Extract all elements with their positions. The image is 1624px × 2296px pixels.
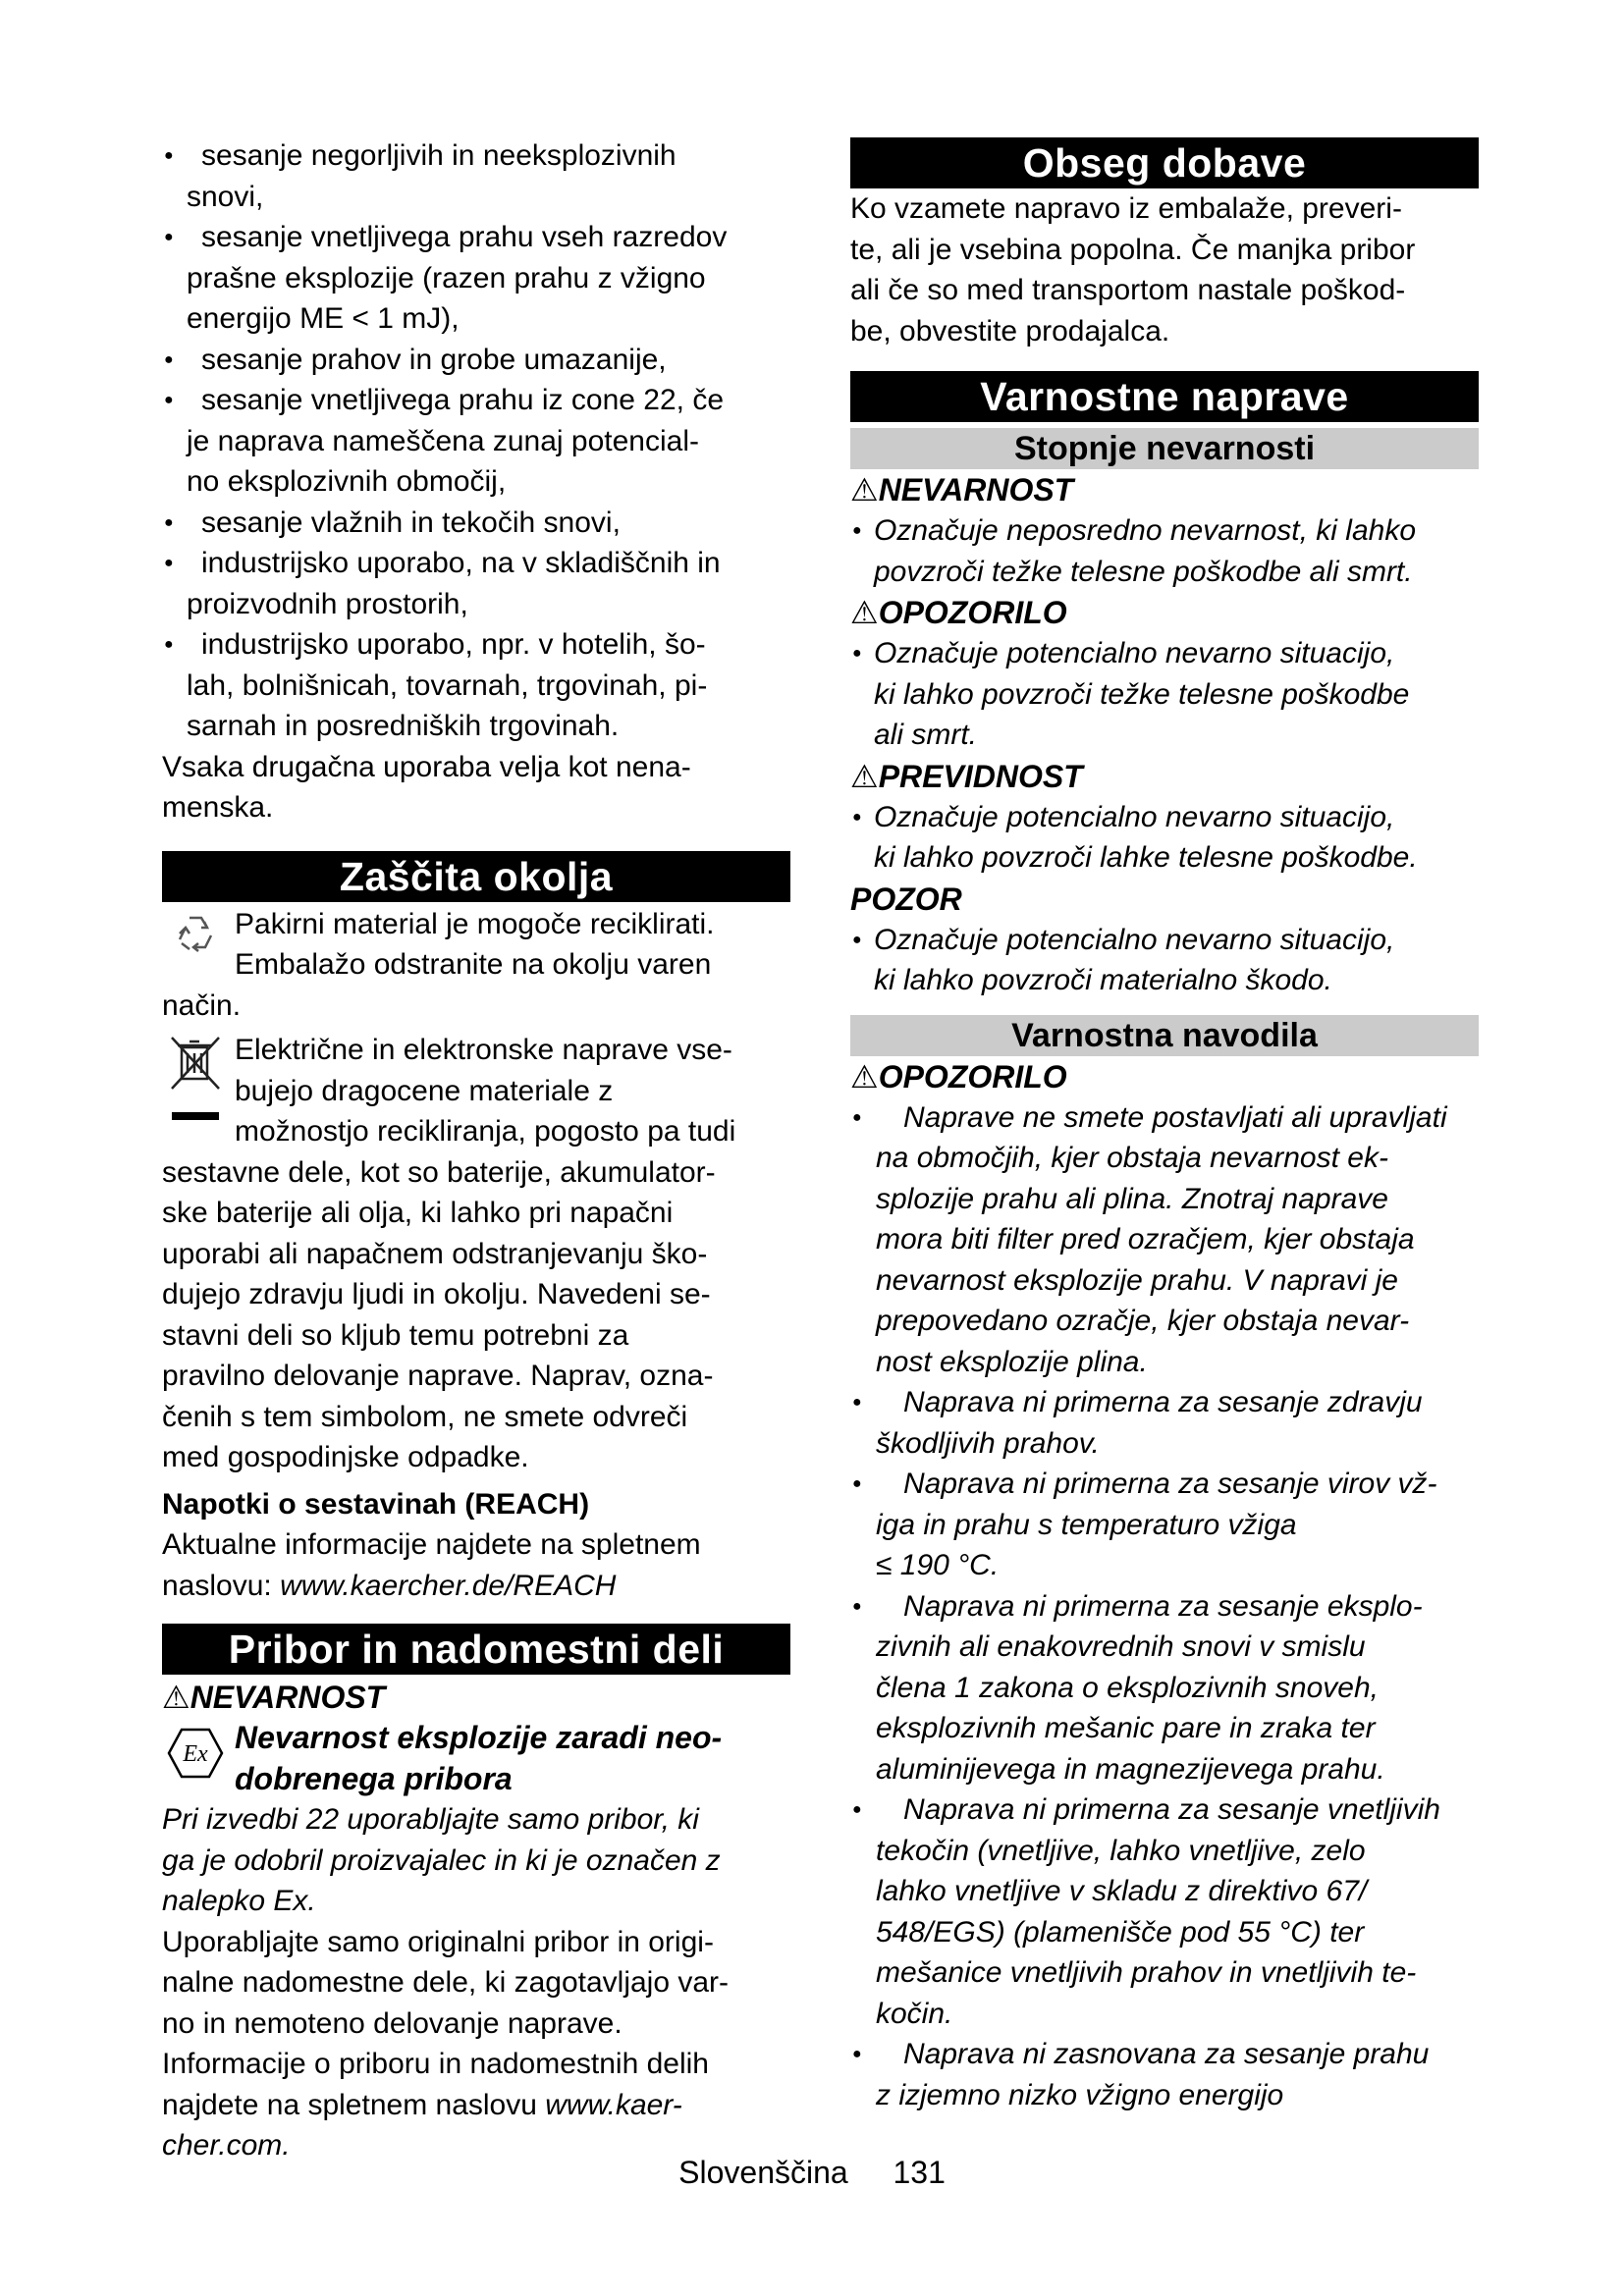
reach-link[interactable]: www.kaercher.de/REACH: [280, 1569, 617, 1602]
reach-heading: Napotki o sestavinah (REACH): [162, 1487, 590, 1521]
warning-triangle-icon: ⚠: [162, 1680, 190, 1715]
list-item: ● sesanje prahov in grobe umazanije,: [162, 340, 790, 381]
hazard-description: ● Označuje neposredno nevarnost, ki lahko povzroči težke telesne poškodbe ali smrt.: [850, 510, 1479, 592]
weee-block: Električne in elektronske naprave vse- bujejo dragocene materiale z možnostjo recikliranja, pogosto pa tudi sestavne dele, kot so baterije, akumulator- ske baterije ali olja, ki lahko pri napačni uporabi ali napačnem odstranjevanju ško- dujejo zdravju ljudi in okolju. Navedeni se- stavni deli so kljub temu potrebni za pravilno delovanje naprave. Naprav, ozna- čenih s tem simbolom, ne smete odvreči med gospodinjske odpadke.: [162, 1034, 736, 1473]
usage-closing-text: Vsaka drugačna uporaba velja kot nena- menska.: [162, 750, 691, 824]
warning-triangle-icon: ⚠: [850, 758, 879, 794]
list-item: ● industrijsko uporabo, npr. v hotelih, šo- lah, bolnišnicah, tovarnah, trgovinah, pi- sarnah in posredniških trgovinah.: [162, 624, 790, 747]
list-item: ● Naprava ni primerna za sesanje vnetljivih tekočin (vnetljive, lahko vnetljive, zelo lahko vnetljive v skladu z direktivo 67/ 548/EGS) (plamenišče pod 55 °C) ter mešanice vnetljivih prahov in vnetljivih te- kočin.: [850, 1789, 1479, 2034]
warning-label: ⚠OPOZORILO: [850, 1058, 1067, 1095]
safety-instructions-list: [850, 1097, 1479, 2116]
hazard-label: ⚠OPOZORILO: [850, 595, 1067, 630]
list-item: ● sesanje vnetljivega prahu vseh razredov prašne eksplozije (razen prahu z vžigno energijo ME < 1 mJ),: [162, 217, 790, 340]
list-item: ● sesanje negorljivih in neeksplozivnih snovi,: [162, 135, 790, 217]
hazard-label: ⚠NEVARNOST: [850, 472, 1074, 507]
hazard-levels: [850, 469, 1479, 1001]
section-heading-delivery: Obseg dobave: [850, 137, 1479, 188]
delivery-text: Ko vzamete napravo iz embalaže, preveri- te, ali je vsebina popolna. Če manjka pribor ali če so med transportom nastale poškod- be, obvestite prodajalca.: [850, 192, 1416, 347]
hazard-description: ● Označuje potencialno nevarno situacijo, ki lahko povzroči lahke telesne poškodbe.: [850, 797, 1479, 879]
list-item: ● Naprava ni primerna za sesanje eksplo- zivnih ali enakovrednih snovi v smislu člena 1 zakona o eksplozivnih snoveh, eksplozivnih mešanic pare in zraka ter aluminijevega in magnezijevega prahu.: [850, 1586, 1479, 1790]
warning-triangle-icon: ⚠: [850, 1058, 879, 1095]
section-heading-environment: Zaščita okolja: [162, 851, 790, 902]
section-heading-accessories: Pribor in nadomestni deli: [162, 1624, 790, 1675]
hazard-label: POZOR: [850, 881, 962, 917]
usage-bullet-list: [162, 135, 790, 747]
hazard-description: ● Označuje potencialno nevarno situacijo, ki lahko povzroči težke telesne poškodbe ali smrt.: [850, 633, 1479, 756]
recycle-icon: [172, 910, 219, 957]
subheading-safety-instructions: Varnostna navodila: [850, 1015, 1479, 1056]
warning-triangle-icon: ⚠: [850, 595, 879, 630]
right-column: [850, 137, 1479, 2115]
list-item: ● sesanje vnetljivega prahu iz cone 22, če je naprava nameščena zunaj potencial- no eksplozivnih območij,: [162, 380, 790, 503]
left-column: [162, 135, 790, 2166]
list-item: ● industrijsko uporabo, na v skladiščnih in proizvodnih prostorih,: [162, 543, 790, 624]
hazard-description: ● Označuje potencialno nevarno situacijo, ki lahko povzroči materialno škodo.: [850, 920, 1479, 1001]
list-item: ● sesanje vlažnih in tekočih snovi,: [162, 503, 790, 544]
ex-warning: Ex Nevarnost eksplozije zaradi neo- dobrenega pribora: [162, 1718, 790, 1799]
list-item: ● Naprava ni primerna za sesanje zdravju škodljivih prahov.: [850, 1382, 1479, 1464]
section-heading-safety: Varnostne naprave: [850, 371, 1479, 422]
danger-label: ⚠NEVARNOST: [162, 1680, 386, 1715]
list-item: ● Naprava ni zasnovana za sesanje prahu z izjemno nizko vžigno energijo: [850, 2034, 1479, 2115]
accessories-block: ⚠NEVARNOST Ex Nevarnost eksplozije zaradi neo- dobrenega pribora Pri izvedbi 22 uporabljajte samo pribor, ki ga je odobril proizvajalec in ki je označen z nalepko Ex. Uporabljajte samo originalni pribor in origi- nalne nadomestne dele, ki zagotavljajo var- no in nemoteno delovanje naprave. Informacije o priboru in nadomestnih delih najdete na spletnem naslovu www.kaer- cher.com.: [162, 1677, 790, 2166]
svg-text:Ex: Ex: [183, 1741, 208, 1767]
warning-triangle-icon: ⚠: [850, 472, 879, 507]
subheading-hazard-levels: Stopnje nevarnosti: [850, 428, 1479, 469]
kaercher-link[interactable]: www.kaer-: [545, 2088, 682, 2121]
page-footer: [0, 2153, 1624, 2192]
ex-symbol-icon: [166, 1726, 225, 1781]
recycle-block: Pakirni material je mogoče reciklirati. Embalažo odstranite na okolju varen način.: [162, 907, 715, 1022]
page-number: 131: [893, 2155, 946, 2190]
kaercher-link-cont[interactable]: cher.com.: [162, 2129, 291, 2162]
footer-language: Slovenščina: [678, 2155, 848, 2190]
hazard-label: ⚠PREVIDNOST: [850, 758, 1083, 794]
reach-block: Napotki o sestavinah (REACH) Aktualne informacije najdete na spletnem naslovu: www.kaercher.de/REACH: [162, 1484, 790, 1607]
list-item: ● Naprave ne smete postavljati ali upravljati na območjih, kjer obstaja nevarnost ek- splozije prahu ali plina. Znotraj naprave mora biti filter pred ozračjem, kjer obstaja nevarnost eksplozije prahu. V napravi je prepovedano ozračje, kjer obstaja nevar- nost eksplozije plina.: [850, 1097, 1479, 1383]
crossed-out-bin-icon: [168, 1034, 223, 1124]
list-item: ● Naprava ni primerna za sesanje virov vž- iga in prahu s temperaturo vžiga ≤ 190 °C.: [850, 1464, 1479, 1586]
